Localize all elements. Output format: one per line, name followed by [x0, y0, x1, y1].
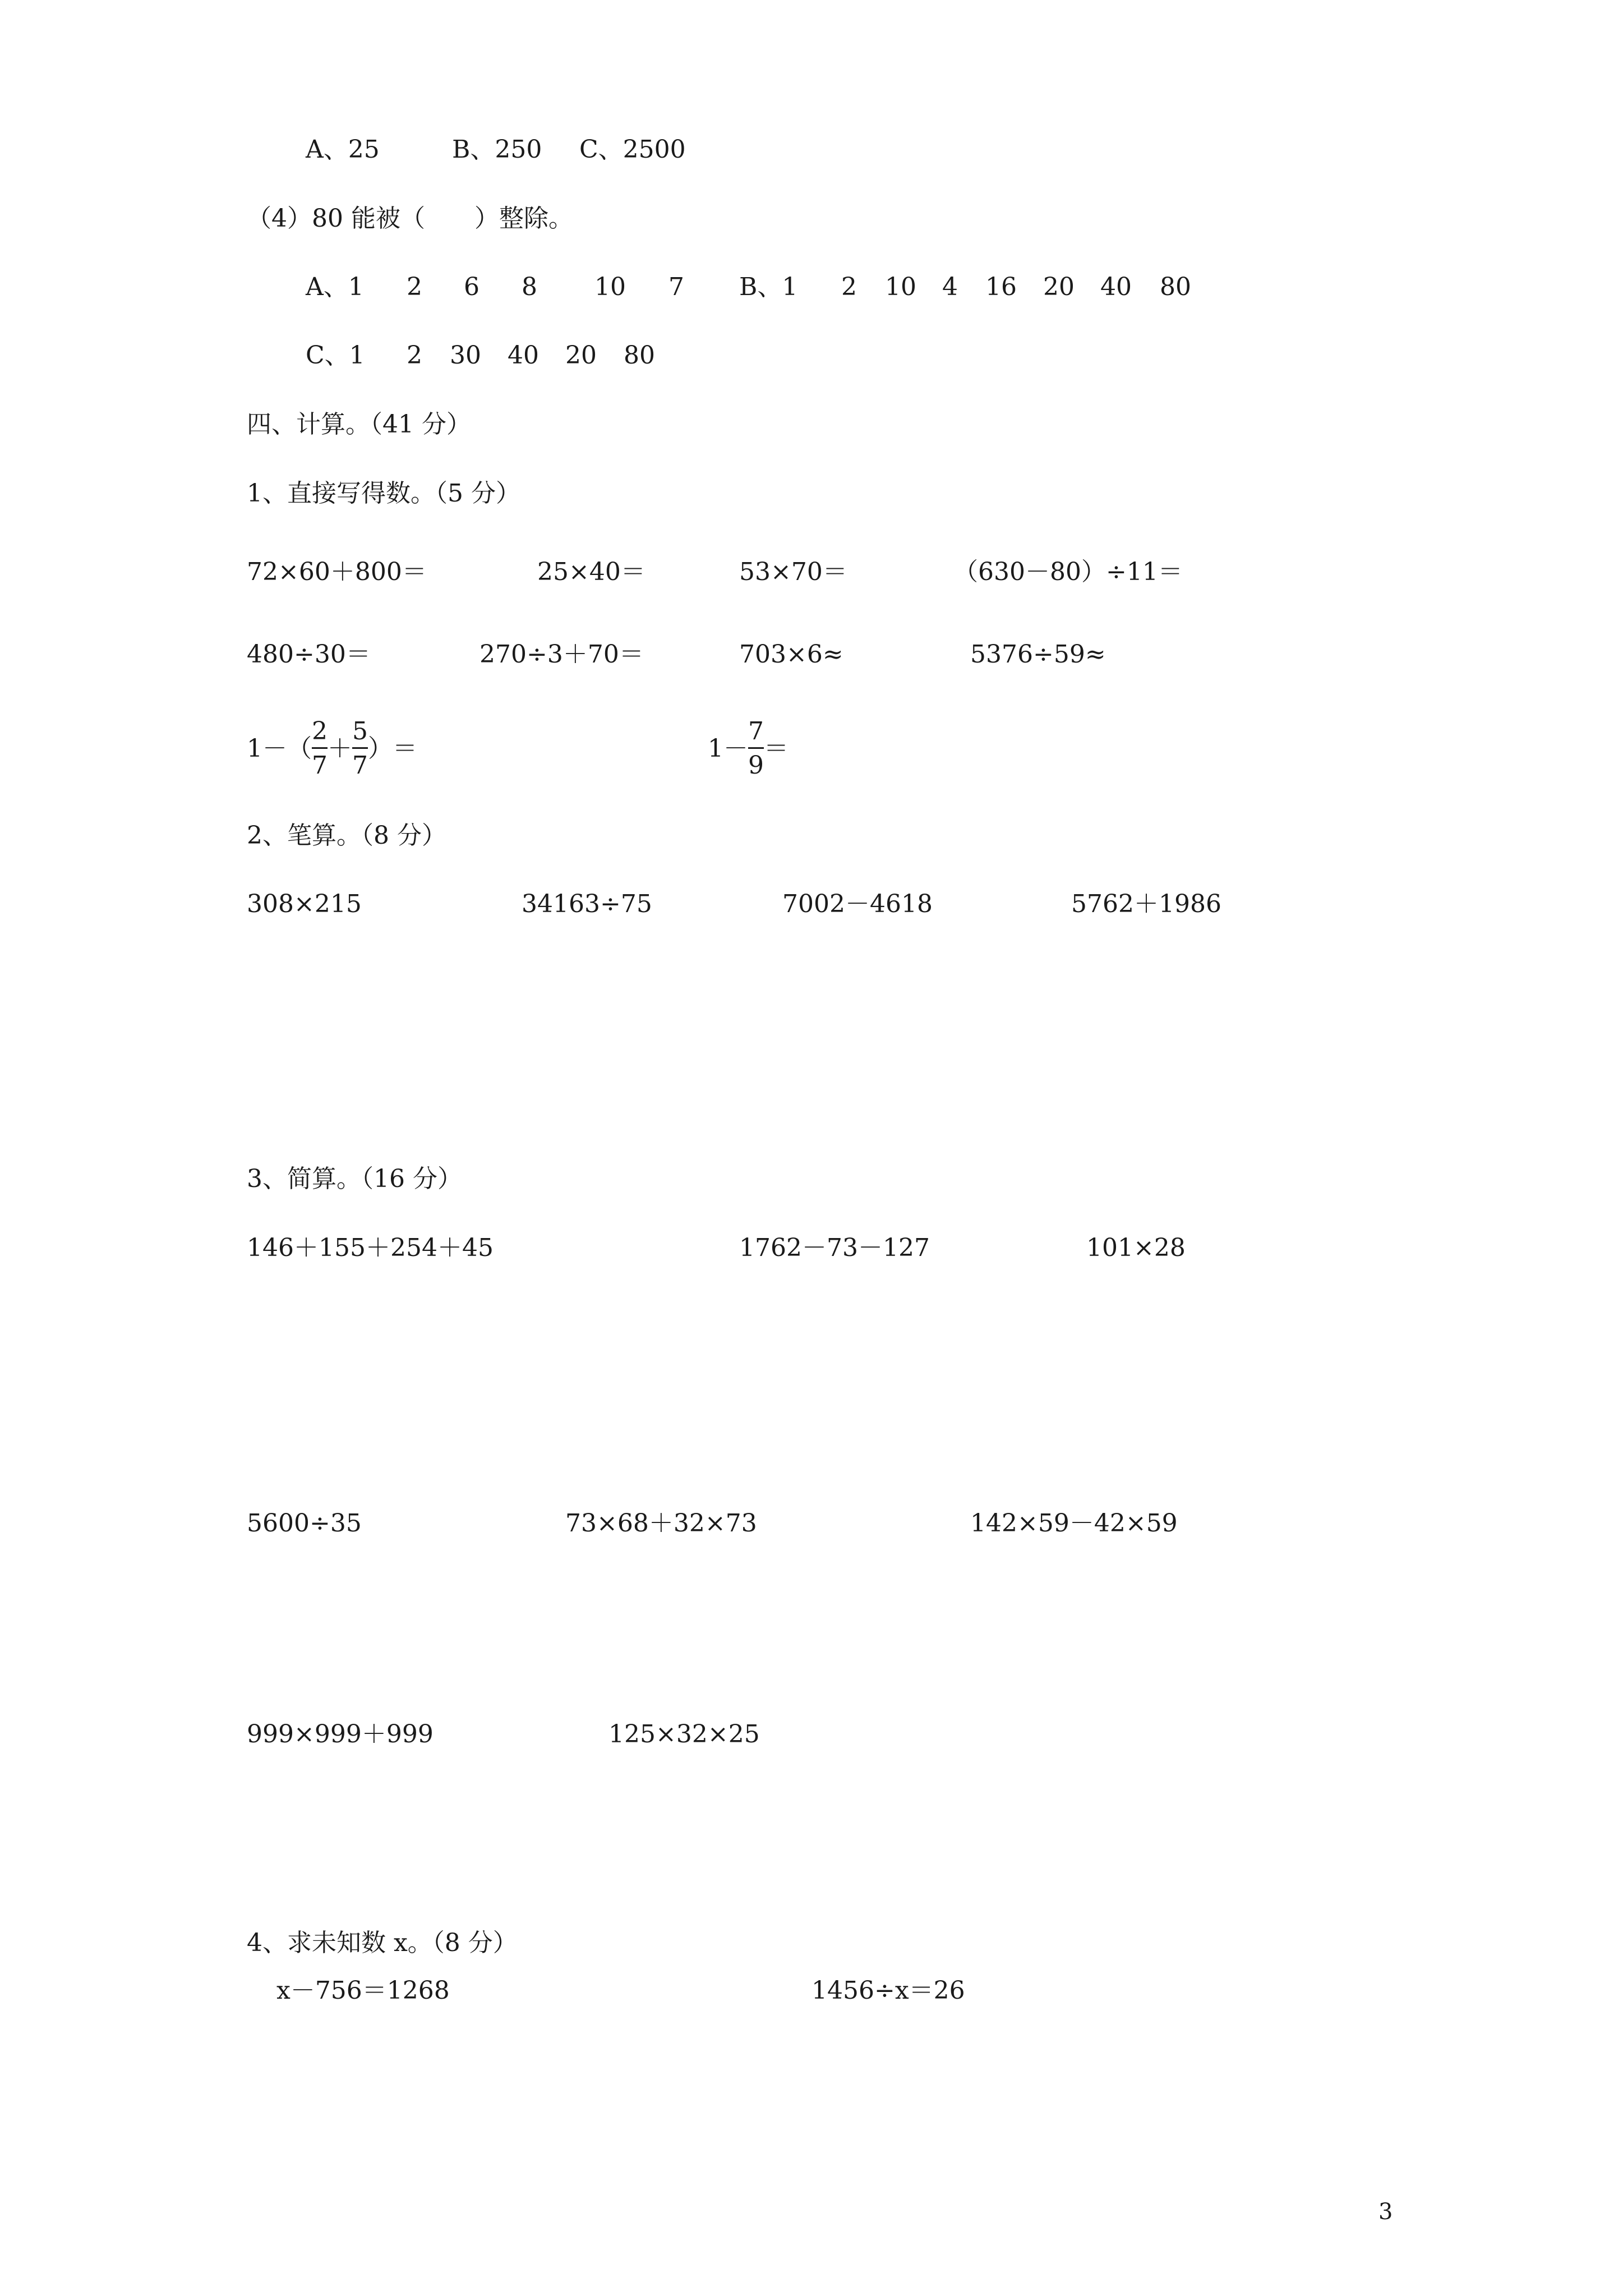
plus-sign: ＋ [328, 734, 352, 763]
q1-expression: 25×40＝ [537, 558, 645, 586]
q3-title: 3、简算。（16 分） [247, 1165, 462, 1193]
mc4-option-c-value: 80 [624, 341, 655, 370]
mc4-option-a-value: 6 [464, 273, 479, 301]
q1-expression: 53×70＝ [739, 558, 847, 586]
numerator: 7 [748, 717, 764, 746]
q3-problem: 999×999＋999 [247, 1720, 434, 1749]
mc3-option-c: C、2500 [579, 135, 686, 164]
fraction [312, 719, 328, 778]
mc4-option-a-value: 10 [594, 273, 626, 301]
q2-problem: 308×215 [247, 890, 362, 918]
q1-expression: 5376÷59≈ [970, 640, 1106, 669]
q3-problem: 125×32×25 [608, 1720, 760, 1749]
denominator: 7 [312, 751, 328, 780]
q1-expression: 270÷3＋70＝ [479, 640, 644, 669]
frac-expr1-suffix: ）＝ [368, 734, 417, 763]
mc4-option-b-value: 16 [985, 273, 1017, 301]
fraction [748, 719, 764, 778]
q2-problem: 5762＋1986 [1071, 890, 1221, 918]
mc4-option-b-value: 20 [1043, 273, 1075, 301]
q1-expression: 72×60＋800＝ [247, 558, 427, 586]
q3-problem: 73×68＋32×73 [565, 1509, 757, 1538]
mc3-option-b: B、250 [452, 135, 542, 164]
mc4-option-c-value: 2 [407, 341, 422, 370]
frac-expr2-suffix: ＝ [764, 734, 789, 763]
mc4-option-a-value: 2 [407, 273, 422, 301]
fraction [352, 719, 368, 778]
q1-fraction-expression-1 [247, 719, 417, 778]
q1-expression: 703×6≈ [739, 640, 843, 669]
numerator: 5 [352, 717, 368, 746]
page-number: 3 [1378, 2199, 1393, 2225]
frac-expr2-prefix: 1－ [708, 734, 748, 763]
mc4-option-b-value: 40 [1100, 273, 1132, 301]
mc4-question: （4）80 能被（ ）整除。 [247, 204, 573, 233]
q3-problem: 142×59－42×59 [970, 1509, 1178, 1538]
numerator: 2 [312, 717, 328, 746]
section-title: 四、计算。（41 分） [247, 410, 471, 439]
mc4-option-c-label: C、1 [306, 341, 365, 370]
q1-expression: （630－80）÷11＝ [953, 558, 1183, 586]
denominator: 9 [748, 751, 764, 780]
mc4-option-c-value: 30 [450, 341, 481, 370]
mc4-option-b-value: 2 [841, 273, 857, 301]
q2-title: 2、笔算。（8 分） [247, 821, 446, 850]
q1-expression: 480÷30＝ [247, 640, 371, 669]
mc4-option-a-value: 8 [522, 273, 537, 301]
q3-problem: 5600÷35 [247, 1509, 362, 1538]
mc4-option-a-value: 7 [668, 273, 684, 301]
frac-expr1-prefix: 1－（ [247, 734, 312, 763]
mc4-option-b-label: B、1 [739, 273, 798, 301]
mc4-option-a-label: A、1 [306, 273, 364, 301]
q3-problem: 1762－73－127 [739, 1234, 930, 1262]
q3-problem: 146＋155＋254＋45 [247, 1234, 494, 1262]
q4-equation: 1456÷x＝26 [811, 1976, 965, 2005]
q1-fraction-expression-2 [708, 719, 789, 778]
mc3-option-a: A、25 [306, 135, 380, 164]
mc4-option-c-value: 20 [565, 341, 597, 370]
denominator: 7 [352, 751, 368, 780]
q1-title: 1、直接写得数。（5 分） [247, 479, 520, 508]
mc4-option-c-value: 40 [508, 341, 539, 370]
mc4-option-b-value: 80 [1160, 273, 1191, 301]
mc4-option-b-value: 10 [885, 273, 916, 301]
q2-problem: 34163÷75 [522, 890, 652, 918]
q2-problem: 7002－4618 [782, 890, 933, 918]
mc4-option-b-value: 4 [942, 273, 958, 301]
q4-equation: x－756＝1268 [276, 1976, 450, 2005]
q4-title: 4、求未知数 x。（8 分） [247, 1929, 518, 1957]
q3-problem: 101×28 [1086, 1234, 1186, 1262]
